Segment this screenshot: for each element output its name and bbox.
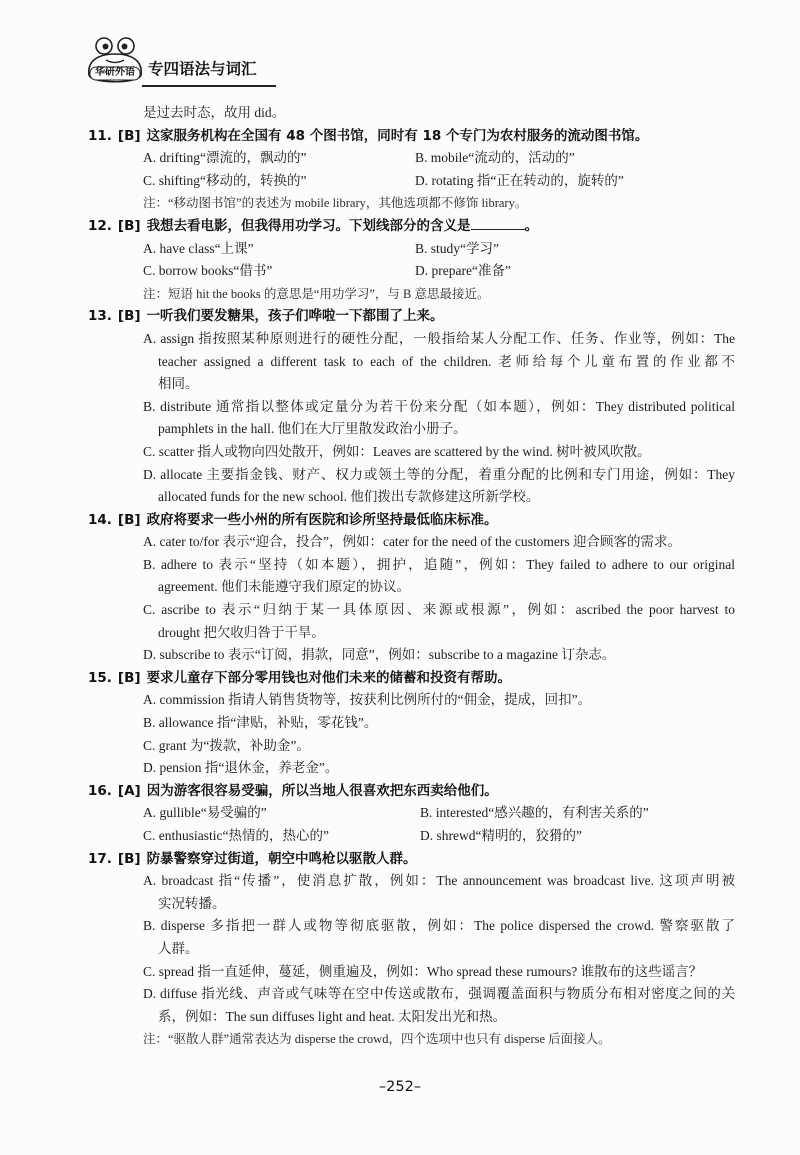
- answer-key: [B]: [117, 850, 141, 867]
- question-stem: 因为游客很容易受骗，所以当地人很喜欢把东西卖给他们。: [146, 782, 498, 799]
- answer-key: [B]: [117, 127, 141, 144]
- option-d-line: D. subscribe to 表示“订阅，捐款，同意”，例如：subscribe to a magazine 订杂志。: [143, 647, 616, 663]
- mascot-left-pupil: [103, 44, 109, 50]
- option-b: B. mobile“流动的，活动的”: [415, 150, 575, 166]
- option-b-line: pamphlets in the hall. 他们在大厅里散发政治小册子。: [158, 421, 467, 437]
- options-row: [143, 170, 735, 193]
- header-divider: [142, 85, 276, 87]
- question-stem: 要求儿童存下部分零用钱也对他们未来的储蓄和投资有帮助。: [146, 669, 512, 686]
- option-c-line: drought 把欠收归咎于干旱。: [158, 624, 325, 640]
- options-row: [143, 238, 735, 261]
- book-title: 专四语法与词汇: [148, 60, 257, 78]
- question-number: 12.: [88, 217, 112, 234]
- option-b-line: B. disperse 多指把一群人或物等彻底驱散，例如：The police dispersed the crowd. 警察驱散了: [143, 918, 735, 934]
- option-b-line: B. allowance 指“津贴，补贴，零花钱”。: [143, 715, 378, 731]
- question-stem: 一听我们要发糖果，孩子们哗啦一下都围了上来。: [146, 308, 444, 325]
- explanation-note: 注：“驱散人群”通常表达为 disperse the crowd，四个选项中也只有 disperse 后面接人。: [143, 1032, 611, 1047]
- explanation-note: 注：短语 hit the books 的意思是“用功学习”，与 B 意思最接近。: [143, 286, 490, 301]
- option-d-line: D. pension 指“退休金，养老金”。: [143, 760, 339, 776]
- question-number: 14.: [88, 511, 112, 528]
- question-15: [88, 667, 735, 690]
- option-c-line: C. scatter 指人或物向四处散开，例如：Leaves are scattered by the wind. 树叶被风吹散。: [143, 443, 651, 459]
- intro-line: 是过去时态，故用 did。: [143, 105, 286, 120]
- option-d-line: D. diffuse 指光线、声音或气味等在空中传送或散布，强调覆盖面积与物质分布相对密度之间的关: [143, 986, 735, 1002]
- publisher-logo: [84, 31, 146, 89]
- answer-key: [B]: [117, 511, 141, 528]
- option-a-line: 实况转播。: [158, 895, 226, 911]
- option-d: D. shrewd“精明的，狡猾的”: [420, 828, 582, 843]
- question-14: [88, 509, 735, 532]
- option-d: D. rotating 指“正在转动的，旋转的”: [415, 172, 624, 188]
- question-11: [88, 125, 735, 148]
- option-d-line: D. allocate 主要指金钱、财产、权力或领土等的分配，着重分配的比例和专门用途，例如：They: [143, 466, 735, 482]
- logo-text: 华研外语: [95, 67, 135, 78]
- question-stem-end: 。: [524, 217, 539, 234]
- answer-explanations: [0, 102, 800, 1051]
- question-number: 13.: [88, 308, 112, 325]
- options-row: [143, 802, 735, 825]
- option-c: C. borrow books“借书”: [143, 263, 273, 279]
- question-stem: 我想去看电影，但我得用功学习。下划线部分的含义是: [146, 217, 471, 234]
- option-b-line: 人群。: [158, 940, 199, 956]
- mascot-right-pupil: [122, 44, 128, 50]
- option-a-line: 相同。: [158, 376, 199, 392]
- question-number: 15.: [88, 669, 112, 686]
- option-a-line: A. assign 指按照某种原则进行的硬性分配，一般指给某人分配工作、任务、作业等，例如：The: [143, 330, 735, 346]
- option-c-line: C. grant 为“拨款，补助金”。: [143, 737, 310, 753]
- frog-mascot-icon: [84, 31, 146, 89]
- options-row: [143, 825, 735, 848]
- question-16: [88, 780, 735, 803]
- option-a: A. gullible“易受骗的”: [143, 805, 267, 821]
- option-b-line: B. adhere to 表示“坚持（如本题），拥护，追随”，例如：They failed to adhere to our original: [143, 556, 735, 572]
- question-13: [88, 305, 735, 328]
- option-a-line: teacher assigned a different task to each of the children. 老师给每个儿童布置的作业都不: [158, 353, 735, 369]
- option-c: C. enthusiastic“热情的，热心的”: [143, 828, 329, 843]
- explanation-note: 注：“移动图书馆”的表述为 mobile library，其他选项都不修饰 library。: [143, 196, 528, 211]
- question-number: 17.: [88, 850, 112, 867]
- question-12: [88, 215, 735, 238]
- answer-key: [B]: [117, 308, 141, 325]
- option-b-line: agreement. 他们未能遵守我们原定的协议。: [158, 579, 410, 595]
- question-stem: 这家服务机构在全国有 48 个图书馆，同时有 18 个专门为农村服务的流动图书馆。: [146, 127, 649, 144]
- option-a-line: A. cater to/for 表示“迎合，投合”，例如：cater for the need of the customers 迎合顾客的需求。: [143, 534, 681, 550]
- page-number: –252–: [378, 1079, 422, 1095]
- option-c-line: C. ascribe to 表示“归纳于某一具体原因、来源或根源”，例如：ascribed the poor harvest to: [143, 602, 735, 618]
- options-row: [143, 147, 735, 170]
- question-17: [88, 848, 735, 871]
- option-a-line: A. commission 指请人销售货物等，按获利比例所付的“佣金，提成，回扣”。: [143, 692, 592, 708]
- option-b: B. study“学习”: [415, 240, 499, 256]
- question-stem: 政府将要求一些小州的所有医院和诊所坚持最低临床标准。: [146, 511, 498, 528]
- option-a: A. have class“上课”: [143, 240, 254, 256]
- option-d: D. prepare“准备”: [415, 263, 511, 279]
- option-c: C. shifting“移动的，转换的”: [143, 172, 307, 188]
- answer-key: [B]: [117, 669, 141, 686]
- question-stem: 防暴警察穿过街道，朝空中鸣枪以驱散人群。: [146, 850, 417, 867]
- option-b-line: B. distribute 通常指以整体或定量分为若干份来分配（如本题），例如：They distributed political: [143, 398, 735, 414]
- option-a-line: A. broadcast 指“传播”，使消息扩散，例如：The announcement was broadcast live. 这项声明被: [143, 873, 735, 889]
- question-number: 11.: [88, 127, 112, 144]
- question-number: 16.: [88, 782, 112, 799]
- answer-key: [A]: [117, 782, 141, 799]
- options-row: [143, 260, 735, 283]
- option-d-line: allocated funds for the new school. 他们拨出专款修建这所新学校。: [158, 489, 540, 505]
- option-d-line: 系，例如：The sun diffuses light and heat. 太阳发出光和热。: [158, 1008, 507, 1024]
- answer-blank: [471, 217, 525, 230]
- answer-key: [B]: [117, 217, 141, 234]
- option-c-line: C. spread 指一直延伸，蔓延，侧重遍及，例如：Who spread these rumours? 谁散布的这些谣言？: [143, 963, 703, 979]
- option-a: A. drifting“漂流的，飘动的”: [143, 150, 307, 166]
- option-b: B. interested“感兴趣的，有利害关系的”: [420, 805, 649, 821]
